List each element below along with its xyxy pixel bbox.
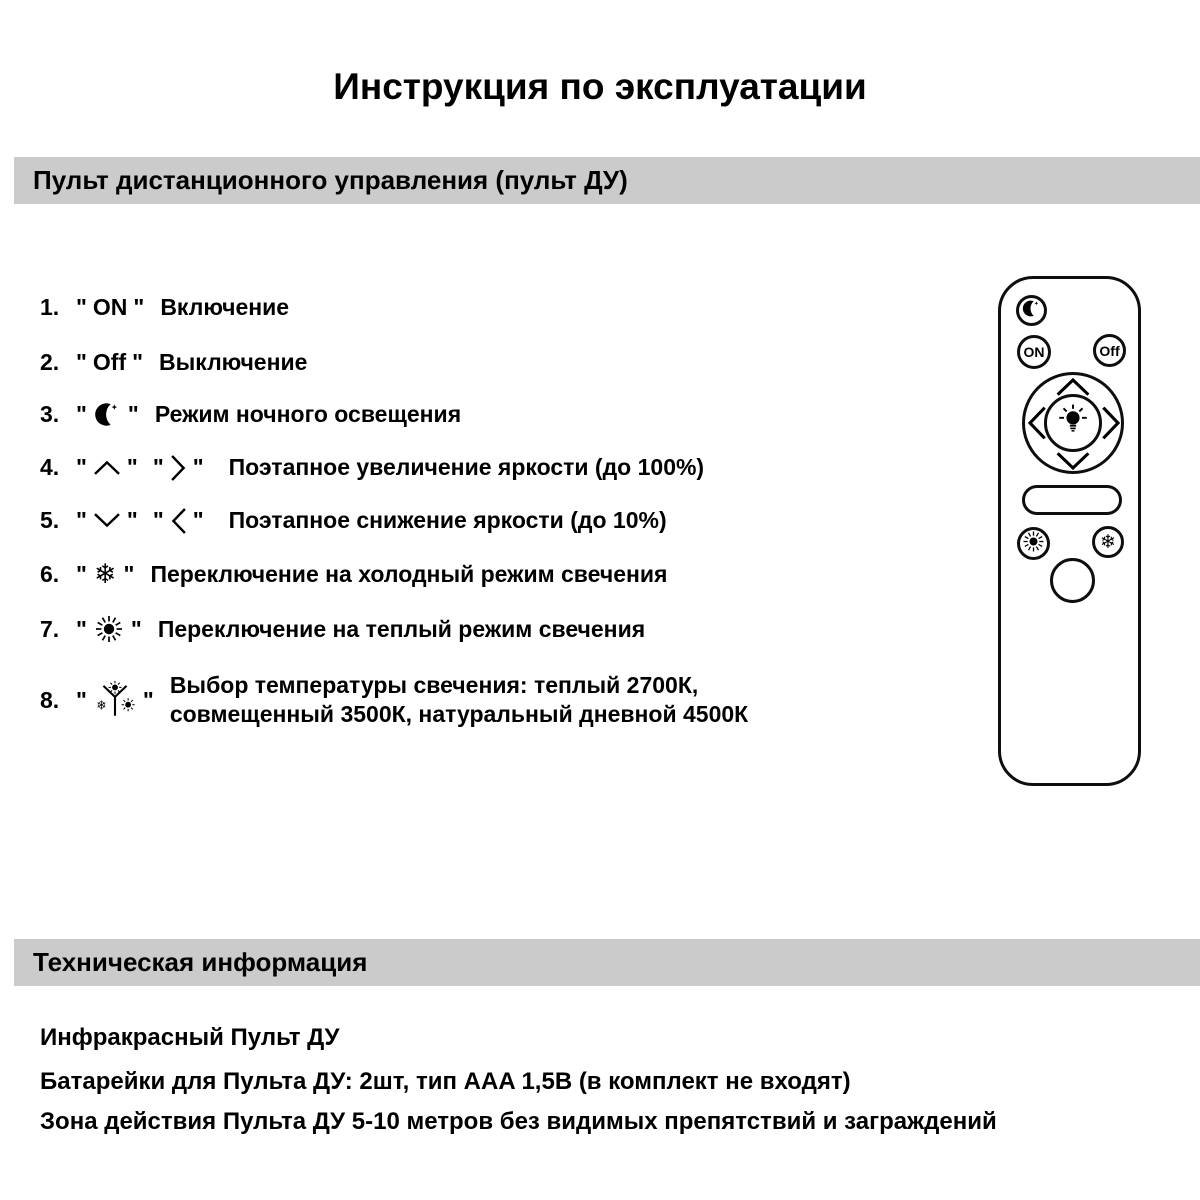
quote-mark: "	[126, 454, 138, 480]
item-number: 1.	[40, 294, 60, 320]
moon-icon	[1022, 299, 1041, 323]
quote-mark: "	[123, 561, 135, 587]
item-label: Режим ночного освещения	[154, 401, 462, 427]
item-label: Включение	[160, 294, 290, 320]
item-label: Поэтапное снижение яркости (до 10%)	[228, 507, 667, 533]
item-number: 2.	[40, 349, 60, 375]
list-item	[40, 400, 461, 429]
pill-button	[1022, 485, 1122, 515]
page-title: Инструкция по эксплуатации	[333, 66, 867, 107]
list-item	[40, 671, 748, 729]
list-item	[40, 614, 645, 644]
quote-mark: "	[126, 507, 138, 533]
temperature-select-icon	[94, 680, 136, 720]
item-label: Переключение на теплый режим свечения	[157, 615, 646, 642]
quote-mark: "	[76, 294, 87, 320]
sun-icon	[1022, 530, 1045, 558]
sun-icon	[94, 614, 124, 644]
quote-mark: "	[152, 507, 164, 533]
chevron-up-icon	[94, 460, 120, 475]
chevron-down-icon	[1056, 452, 1090, 471]
quote-mark: "	[76, 561, 87, 587]
cold-mode-button	[1092, 526, 1124, 558]
off-button-label: Off	[1099, 342, 1120, 359]
section-heading-remote	[14, 157, 1200, 204]
item-label: Выключение	[159, 349, 308, 375]
chevron-right-icon	[171, 455, 186, 481]
item-number: 5.	[40, 507, 60, 533]
quote-mark: "	[130, 615, 142, 642]
quote-mark: "	[76, 401, 87, 427]
moon-icon	[94, 401, 121, 428]
quote-mark: "	[127, 401, 139, 427]
quote-mark: "	[192, 454, 204, 480]
quote-mark: "	[152, 454, 164, 480]
item-number: 7.	[40, 615, 60, 642]
on-button	[1017, 335, 1051, 369]
snowflake-icon: ❄	[1100, 530, 1116, 553]
quote-mark: "	[76, 686, 87, 713]
quote-mark: "	[132, 349, 144, 375]
item-number: 4.	[40, 454, 60, 480]
list-item	[40, 453, 704, 482]
chevron-right-icon	[1102, 406, 1121, 440]
quote-mark: "	[192, 507, 204, 533]
chevron-left-icon	[171, 508, 186, 534]
button-word-label: ON	[92, 294, 128, 320]
quote-mark: "	[133, 294, 145, 320]
tech-line-3: Зона действия Пульта ДУ 5-10 метров без видимых препятствий и заграждений	[40, 1108, 997, 1135]
quote-mark: "	[142, 686, 154, 713]
item-label: Переключение на холодный режим свечения	[150, 561, 668, 587]
button-word-label: Off	[92, 349, 127, 375]
section-heading-remote-label: Пульт дистанционного управления (пульт ДУ)	[33, 165, 628, 195]
list-item	[40, 348, 307, 377]
section-heading-tech-label: Техническая информация	[33, 947, 368, 977]
tech-line-1: Инфракрасный Пульт ДУ	[40, 1024, 340, 1051]
light-center-button	[1044, 394, 1102, 452]
night-mode-button	[1016, 295, 1047, 326]
list-item	[40, 506, 667, 535]
item-number: 6.	[40, 561, 60, 587]
svg-text:❄: ❄	[95, 697, 107, 713]
warm-mode-button	[1017, 527, 1050, 560]
bulb-icon	[1055, 403, 1091, 444]
item-label: Поэтапное увеличение яркости (до 100%)	[228, 454, 705, 480]
tech-line-2: Батарейки для Пульта ДУ: 2шт, тип AAA 1,5В (в комплект не входят)	[40, 1068, 851, 1095]
quote-mark: "	[76, 507, 87, 533]
on-button-label: ON	[1023, 344, 1045, 360]
quote-mark: "	[76, 615, 87, 642]
quote-mark: "	[76, 454, 87, 480]
quote-mark: "	[76, 349, 87, 375]
list-item	[40, 560, 667, 589]
item-number: 3.	[40, 401, 60, 427]
item-label: Выбор температуры свечения: теплый 2700К, совмещенный 3500К, натуральный дневной 4500К	[169, 672, 749, 727]
snowflake-icon: ❄	[93, 559, 117, 590]
chevron-down-icon	[94, 513, 120, 528]
remote-control-drawing	[998, 276, 1141, 786]
off-button	[1093, 334, 1126, 367]
item-number: 8.	[40, 686, 60, 713]
extra-round-button	[1050, 558, 1095, 603]
list-item	[40, 293, 289, 322]
section-heading-tech	[14, 939, 1200, 986]
